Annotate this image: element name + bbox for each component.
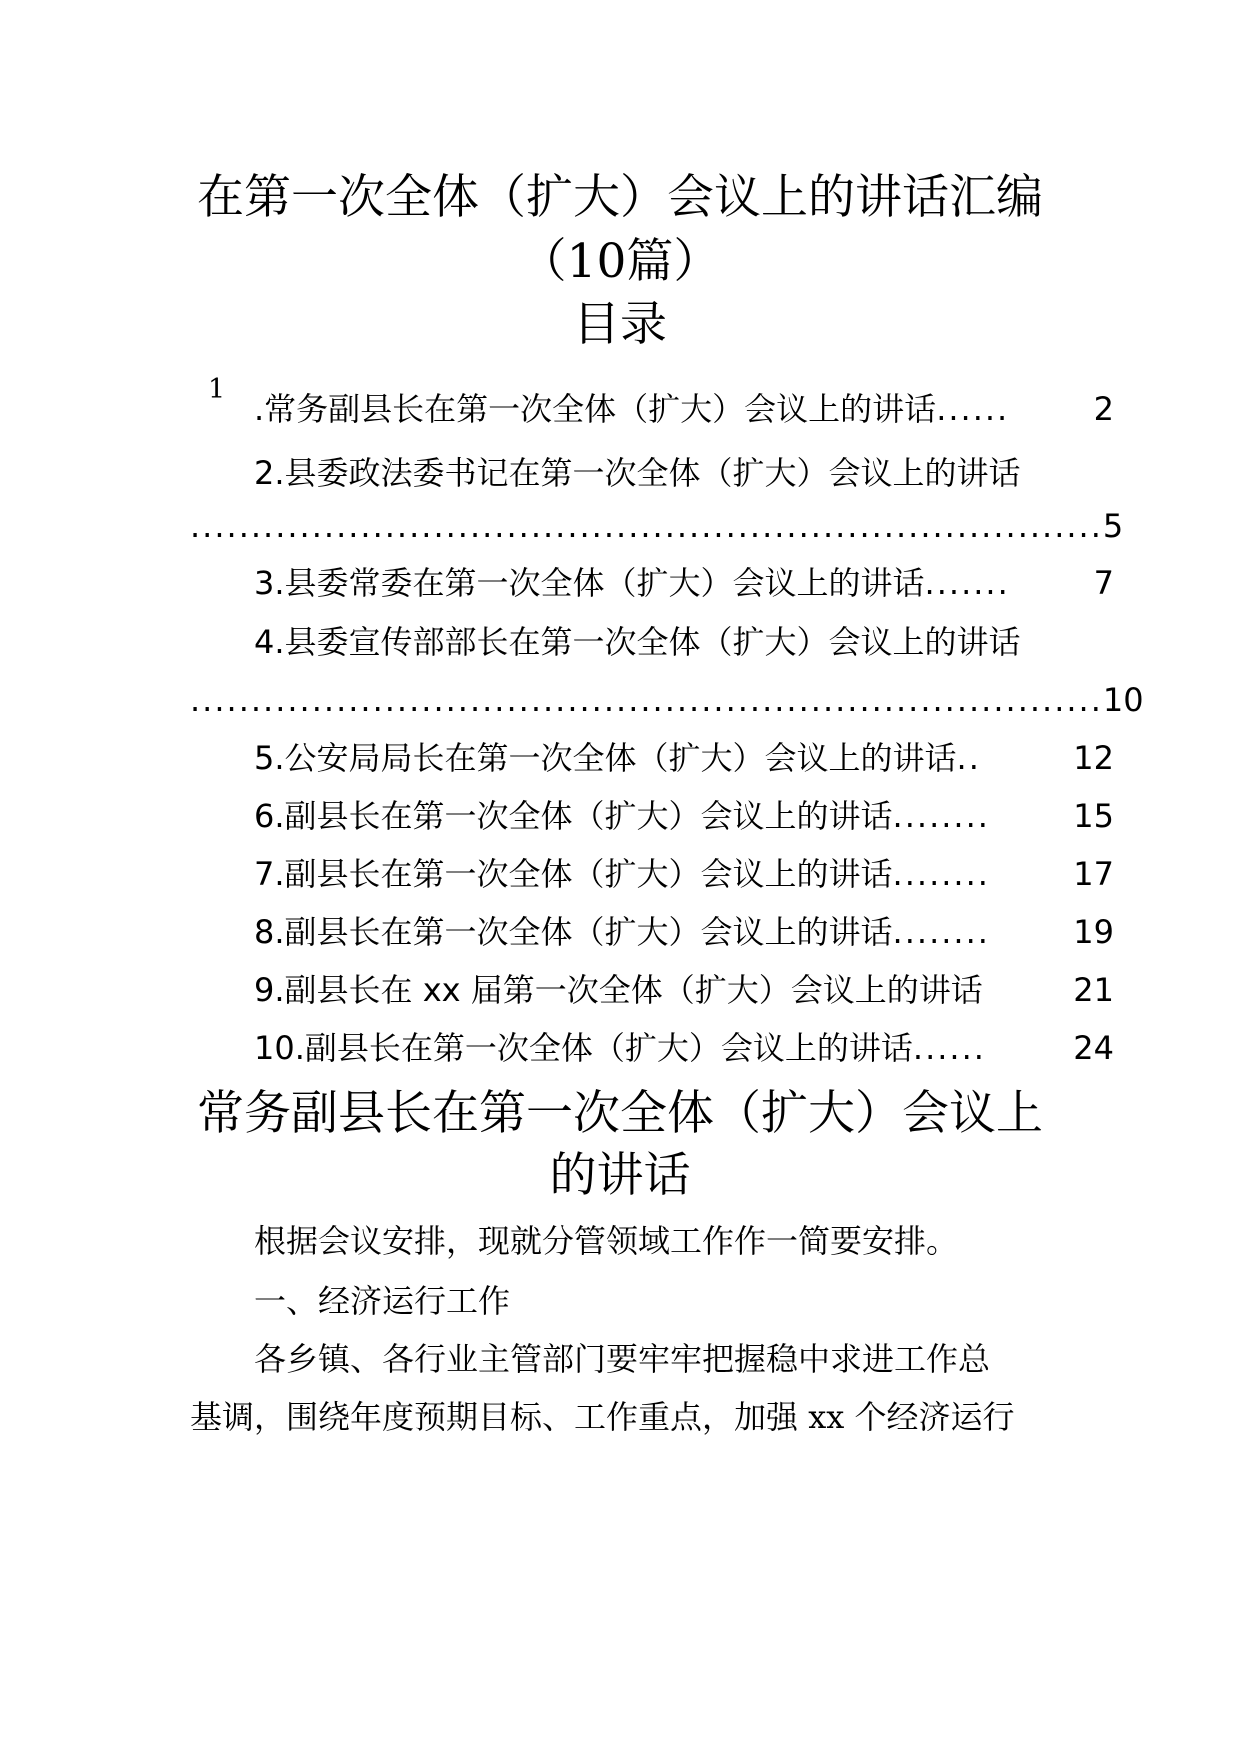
toc-entry-label: 10.副县长在第一次全体（扩大）会议上的讲话 <box>254 1029 913 1067</box>
toc-entry-label: .常务副县长在第一次全体（扩大）会议上的讲话 <box>254 390 937 428</box>
toc-heading: 目录 <box>573 297 667 352</box>
toc-entry-page: 15 <box>1073 797 1114 835</box>
toc-entry-page: 12 <box>1073 739 1114 777</box>
toc-entry-dots: ........ <box>892 797 990 835</box>
toc-entry-dots: ........................................................................... <box>190 507 1103 545</box>
section-title-line1: 常务副县长在第一次全体（扩大）会议上 <box>197 1086 1043 1141</box>
toc-entry-page: 10 <box>1102 681 1144 719</box>
body-paragraph-line <box>190 1396 1050 1438</box>
toc-entry-label: 8.副县长在第一次全体（扩大）会议上的讲话 <box>254 913 893 951</box>
toc-page-marker: 1 <box>208 374 226 405</box>
toc-entry[interactable] <box>190 795 1114 837</box>
toc-entry-dots: ........ <box>892 913 990 951</box>
toc-entry-continuation[interactable] <box>190 505 1124 547</box>
section-heading: 一、经济运行工作 <box>254 1282 511 1320</box>
body-text: 个经济运行 <box>854 1398 1015 1436</box>
toc-entry-dots: ........................................................................... <box>190 681 1103 719</box>
toc-entry-label: 9.副县长在 xx 届第一次全体（扩大）会议上的讲话 <box>254 971 983 1009</box>
toc-entry-dots: ...... <box>936 390 1010 428</box>
toc-entry-label[interactable]: 4.县委宣传部部长在第一次全体（扩大）会议上的讲话 <box>254 623 1021 661</box>
toc-entry-dots: .. <box>956 739 981 777</box>
toc-entry-page: 19 <box>1073 913 1114 951</box>
toc-entry-label: 6.副县长在第一次全体（扩大）会议上的讲话 <box>254 797 893 835</box>
toc-entry[interactable] <box>190 853 1114 895</box>
toc-entry-dots: ....... <box>924 564 1010 602</box>
body-paragraph: 根据会议安排，现就分管领域工作作一简要安排。 <box>254 1222 959 1260</box>
toc-entry-label: 5.公安局局长在第一次全体（扩大）会议上的讲话 <box>254 739 957 777</box>
section-title-line2: 的讲话 <box>549 1148 691 1203</box>
title-count: 10 <box>566 234 627 289</box>
toc-entry-continuation[interactable] <box>190 679 1144 721</box>
toc-entry[interactable] <box>190 969 1114 1011</box>
body-paragraph-line: 各乡镇、各行业主管部门要牢牢把握稳中求进工作总 <box>254 1340 991 1378</box>
toc-entry-label: 3.县委常委在第一次全体（扩大）会议上的讲话 <box>254 564 925 602</box>
toc-entry[interactable] <box>190 1027 1114 1069</box>
toc-entry-dots: ........ <box>892 855 990 893</box>
document-title-line1: 在第一次全体（扩大）会议上的讲话汇编 <box>197 170 1043 225</box>
toc-entry-page: 2 <box>1093 390 1114 428</box>
toc-entry-dots: ...... <box>912 1029 986 1067</box>
toc-entry-page: 5 <box>1102 507 1124 545</box>
toc-entry[interactable] <box>190 388 1114 430</box>
document-title-line2 <box>0 232 1240 292</box>
toc-entry-page: 7 <box>1093 564 1114 602</box>
toc-entry-page: 17 <box>1073 855 1114 893</box>
toc-entry-label[interactable]: 2.县委政法委书记在第一次全体（扩大）会议上的讲话 <box>254 454 1021 492</box>
title-paren-open: （ <box>519 234 567 289</box>
body-text-placeholder: xx <box>808 1398 845 1436</box>
toc-entry[interactable] <box>190 562 1114 604</box>
title-paren-rest: 篇） <box>626 234 721 289</box>
toc-entry[interactable] <box>190 737 1114 779</box>
toc-entry-page: 24 <box>1073 1029 1114 1067</box>
toc-entry-page: 21 <box>1073 971 1114 1009</box>
body-text: 基调，围绕年度预期目标、工作重点，加强 <box>190 1398 799 1436</box>
toc-entry-label: 7.副县长在第一次全体（扩大）会议上的讲话 <box>254 855 893 893</box>
toc-entry[interactable] <box>190 911 1114 953</box>
